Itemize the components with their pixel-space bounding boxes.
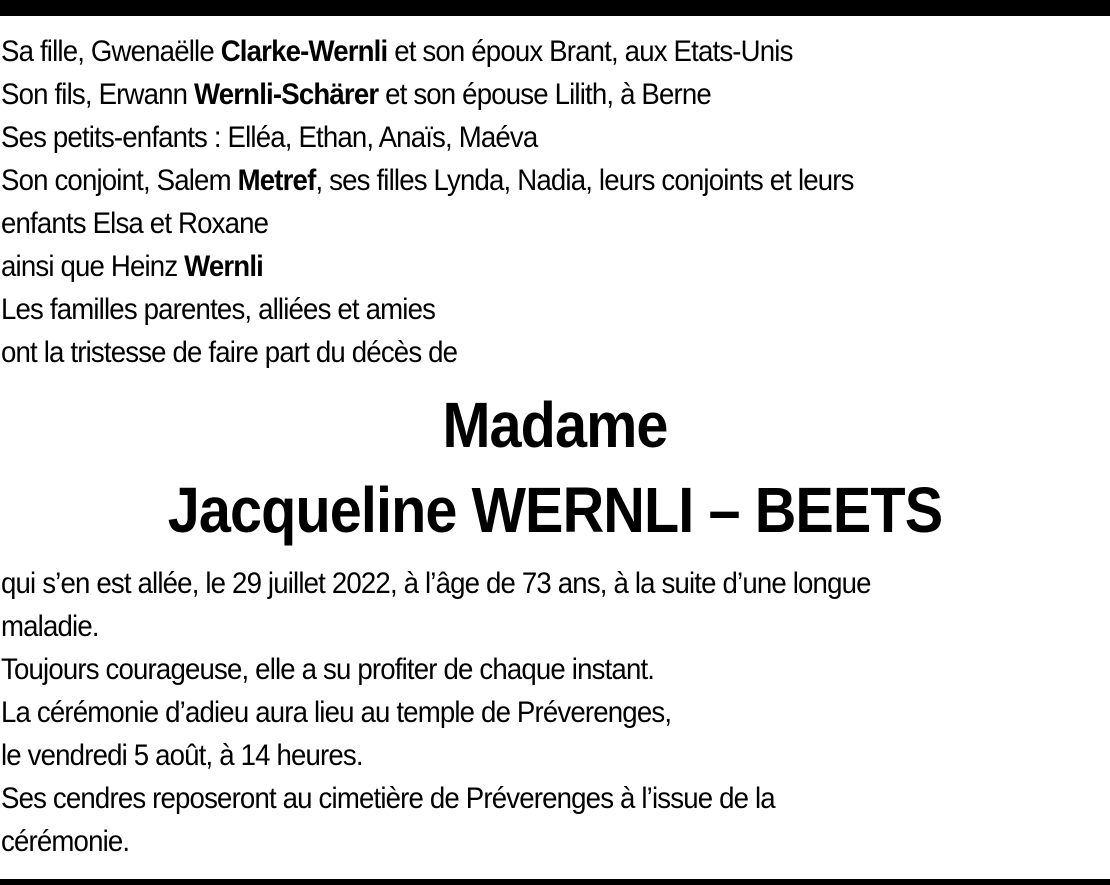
intro-line: Son conjoint, Salem Metref, ses filles Lynda, Nadia, leurs conjoints et leurs bbox=[1, 164, 854, 197]
intro-line: Son fils, Erwann Wernli-Schärer et son épouse Lilith, à Berne bbox=[1, 78, 711, 111]
outro-line: le vendredi 5 août, à 14 heures. bbox=[1, 739, 363, 772]
outro-line: cérémonie. bbox=[1, 825, 130, 858]
outro-line: maladie. bbox=[1, 610, 99, 643]
intro-line: Sa fille, Gwenaëlle Clarke-Wernli et son époux Brant, aux Etats-Unis bbox=[1, 35, 793, 68]
deceased-name: Jacqueline WERNLI – BEETS bbox=[167, 474, 943, 546]
family-name: Wernli-Schärer bbox=[194, 78, 379, 111]
intro-line: Les familles parentes, alliées et amies bbox=[1, 293, 436, 326]
family-name: Wernli bbox=[184, 250, 264, 283]
deceased-title: Madame bbox=[442, 389, 668, 461]
intro-line: Ses petits-enfants : Elléa, Ethan, Anaïs, Maéva bbox=[1, 121, 538, 154]
intro-line: ainsi que Heinz Wernli bbox=[1, 250, 264, 283]
family-name: Metref bbox=[237, 164, 316, 197]
top-rule bbox=[0, 0, 1110, 16]
outro-line: qui s’en est allée, le 29 juillet 2022, à l’âge de 73 ans, à la suite d’une longue bbox=[1, 567, 871, 600]
bottom-rule bbox=[0, 879, 1110, 885]
intro-line: ont la tristesse de faire part du décès de bbox=[1, 336, 458, 369]
outro-line: La cérémonie d’adieu aura lieu au temple de Préverenges, bbox=[1, 696, 672, 729]
intro-line: enfants Elsa et Roxane bbox=[1, 207, 269, 240]
family-name: Clarke-Wernli bbox=[220, 35, 388, 68]
family-announcement bbox=[1, 30, 1107, 374]
outro-line: Ses cendres reposeront au cimetière de Préverenges à l’issue de la bbox=[1, 782, 775, 815]
outro-line: Toujours courageuse, elle a su profiter de chaque instant. bbox=[1, 653, 655, 686]
ceremony-details bbox=[1, 562, 1107, 863]
